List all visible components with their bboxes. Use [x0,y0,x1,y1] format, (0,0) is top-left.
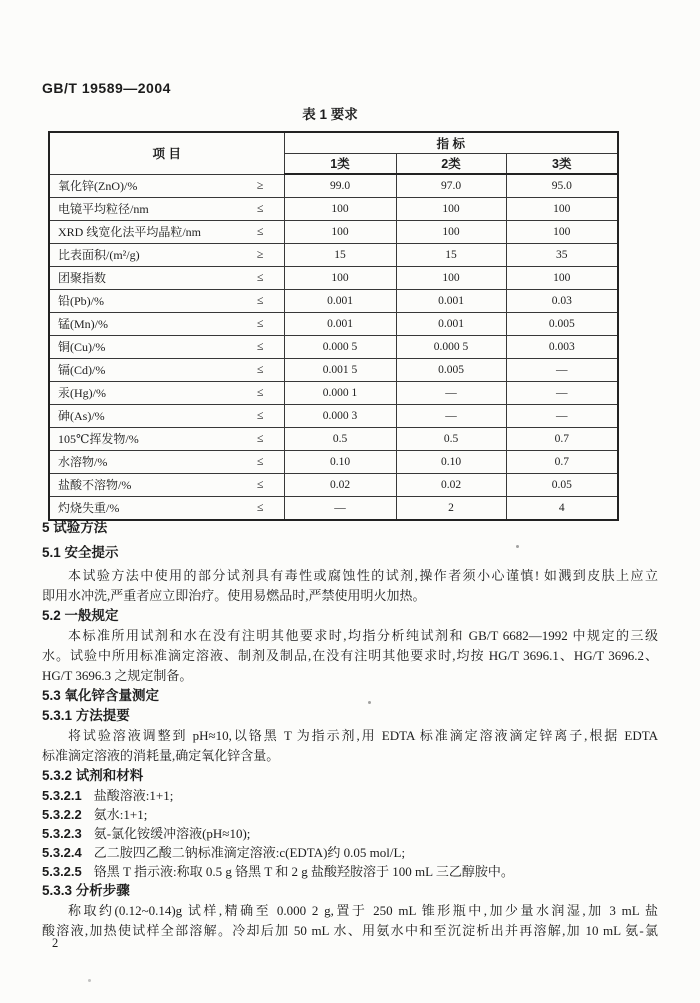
clause-number: 5.3.2.1 [42,788,82,803]
spec-item-name: 镉(Cd)/% [58,363,106,377]
spec-value-class3: 35 [506,243,618,266]
spec-value-class1: 0.001 [284,312,396,335]
spec-item-name: 锰(Mn)/% [58,317,108,331]
spec-operator: ≤ [256,408,264,422]
table-row [49,266,618,289]
spec-value-class1: 0.001 5 [284,358,396,381]
spec-value-class2: 0.10 [396,450,506,473]
spec-value-class1: 0.000 1 [284,381,396,404]
spec-value-class2: 97.0 [396,174,506,197]
table-row [49,243,618,266]
spec-item-cell [49,404,284,427]
spec-value-class3: 0.7 [506,450,618,473]
spec-item-cell [49,174,284,197]
clause-text: 氨水:1+1; [93,807,148,822]
spec-item-name: 比表面积/(m²/g) [58,248,140,262]
clause-text: 盐酸溶液:1+1; [93,788,174,803]
spec-value-class1: 0.02 [284,473,396,496]
table-row [49,335,618,358]
table-row [49,174,618,197]
spec-item-name: 砷(As)/% [58,409,105,423]
spec-value-class1: 0.001 [284,289,396,312]
spec-value-class1: 99.0 [284,174,396,197]
spec-operator: ≤ [256,500,264,514]
spec-value-class1: 0.10 [284,450,396,473]
clause-text: 氨-氯化铵缓冲溶液(pH≈10); [93,826,251,841]
spec-operator: ≤ [256,224,264,238]
spec-value-class2: 0.02 [396,473,506,496]
spec-value-class1: 100 [284,266,396,289]
table-row [49,427,618,450]
spec-value-class2: 0.5 [396,427,506,450]
clause-5-3-2-5 [42,862,658,881]
spec-value-class3: 100 [506,220,618,243]
table-row [49,496,618,520]
page-number: 2 [52,936,59,950]
spec-item-name: 灼烧失重/% [58,501,120,515]
section-5-heading: 5 试验方法 [42,520,108,535]
clause-number: 5.3.2.4 [42,845,82,860]
spec-operator: ≤ [256,339,264,353]
spec-value-class3: 100 [506,197,618,220]
table-row [49,381,618,404]
spec-item-cell [49,197,284,220]
spec-item-cell [49,381,284,404]
section-5-3-3-heading: 5.3.3 分析步骤 [42,883,130,898]
spec-item-cell [49,243,284,266]
spec-value-class3: 0.03 [506,289,618,312]
spec-operator: ≤ [256,454,264,468]
paragraph-line: 将试验溶液调整到 pH≈10,以铬黑 T 为指示剂,用 EDTA 标准滴定溶液滴定锌离子,根据 EDTA [68,728,658,743]
spec-item-name: 盐酸不溶物/% [58,478,132,492]
table-row [49,404,618,427]
column-header-indicator: 指 标 [284,132,618,153]
spec-item-cell [49,289,284,312]
spec-item-cell [49,450,284,473]
spec-value-class3: 95.0 [506,174,618,197]
standard-code: GB/T 19589—2004 [42,80,171,96]
spec-item-name: 铜(Cu)/% [58,340,106,354]
spec-value-class2: — [396,381,506,404]
spec-value-class2: 0.001 [396,312,506,335]
scan-speck [368,701,371,704]
paragraph-line: 本试验方法中使用的部分试剂具有毒性或腐蚀性的试剂,操作者须小心谨慎! 如溅到皮肤上应立 [68,568,658,583]
section-5-3-1-heading: 5.3.1 方法提要 [42,708,130,723]
column-header-class3: 3类 [506,153,618,174]
clause-number: 5.3.2.2 [42,807,82,822]
spec-value-class1: 0.000 3 [284,404,396,427]
table-row [49,197,618,220]
spec-operator: ≤ [256,477,264,491]
clause-5-3-2-3 [42,824,658,843]
table-row [49,473,618,496]
spec-value-class3: 0.005 [506,312,618,335]
spec-value-class2: 100 [396,197,506,220]
paragraph-line: 称取约(0.12~0.14)g 试样,精确至 0.000 2 g,置于 250 mL 锥形瓶中,加少量水润湿,加 3 mL 盐 [68,903,658,918]
spec-value-class3: 0.05 [506,473,618,496]
spec-value-class1: — [284,496,396,520]
clause-number: 5.3.2.5 [42,864,82,879]
spec-operator: ≥ [256,178,264,192]
spec-item-cell [49,496,284,520]
spec-operator: ≤ [256,270,264,284]
spec-item-cell [49,220,284,243]
table-row [49,220,618,243]
spec-value-class2: 100 [396,266,506,289]
spec-value-class2: — [396,404,506,427]
spec-item-name: 水溶物/% [58,455,108,469]
paragraph-line: HG/T 3696.3 之规定制备。 [42,668,193,683]
spec-value-class3: 100 [506,266,618,289]
spec-value-class1: 0.000 5 [284,335,396,358]
spec-value-class2: 100 [396,220,506,243]
spec-value-class2: 0.005 [396,358,506,381]
spec-value-class2: 0.000 5 [396,335,506,358]
scan-speck [516,545,519,548]
section-5-3-heading: 5.3 氧化锌含量测定 [42,688,160,703]
column-header-class1: 1类 [284,153,396,174]
table-row [49,289,618,312]
spec-value-class1: 100 [284,220,396,243]
spec-value-class2: 0.001 [396,289,506,312]
spec-operator: ≤ [256,293,264,307]
table-row [49,358,618,381]
spec-item-cell [49,473,284,496]
spec-value-class3: — [506,404,618,427]
spec-value-class3: — [506,358,618,381]
spec-operator: ≥ [256,247,264,261]
spec-value-class3: 0.003 [506,335,618,358]
section-5-2-heading: 5.2 一般规定 [42,608,119,623]
paragraph-line: 即用水冲洗,严重者应立即治疗。使用易燃品时,严禁使用明火加热。 [42,588,426,603]
clause-text: 铬黑 T 指示液:称取 0.5 g 铬黑 T 和 2 g 盐酸羟胺溶于 100 mL 三乙醇胺中。 [93,864,514,879]
spec-item-cell [49,312,284,335]
scan-speck [88,979,91,982]
spec-operator: ≤ [256,385,264,399]
table-title: 表 1 要求 [302,107,358,122]
clause-text: 乙二胺四乙酸二钠标准滴定溶液:c(EDTA)约 0.05 mol/L; [93,845,406,860]
paragraph-line: 酸溶液,加热使试样全部溶解。冷却后加 50 mL 水、用氨水中和至沉淀析出并再溶解,加 10 mL 氨-氯 [42,923,658,938]
spec-value-class2: 15 [396,243,506,266]
spec-value-class1: 15 [284,243,396,266]
clause-5-3-2-4 [42,843,658,862]
spec-value-class3: — [506,381,618,404]
section-5-1-heading: 5.1 安全提示 [42,545,119,560]
clause-5-3-2-1 [42,786,658,805]
spec-item-name: 团聚指数 [58,271,107,285]
spec-value-class3: 0.7 [506,427,618,450]
table-row [49,450,618,473]
column-header-class2: 2类 [396,153,506,174]
paragraph-line: 本标准所用试剂和水在没有注明其他要求时,均指分析纯试剂和 GB/T 6682—1992 中规定的三级 [68,628,658,643]
clause-number: 5.3.2.3 [42,826,82,841]
spec-item-name: 105℃挥发物/% [58,432,139,446]
spec-value-class2: 2 [396,496,506,520]
spec-value-class1: 100 [284,197,396,220]
requirements-table [48,131,619,521]
spec-item-cell [49,266,284,289]
spec-operator: ≤ [256,362,264,376]
spec-item-name: XRD 线宽化法平均晶粒/nm [58,225,202,239]
spec-item-name: 电镜平均粒径/nm [58,202,149,216]
column-header-item: 项 目 [49,132,284,174]
spec-value-class3: 4 [506,496,618,520]
spec-value-class1: 0.5 [284,427,396,450]
spec-item-name: 汞(Hg)/% [58,386,106,400]
spec-item-name: 氧化锌(ZnO)/% [58,179,138,193]
paragraph-line: 水。试验中所用标准滴定溶液、制剂及制品,在没有注明其他要求时,均按 HG/T 3696.1、HG/T 3696.2、 [42,648,658,663]
body-text [42,518,658,941]
section-5-3-2-heading: 5.3.2 试剂和材料 [42,768,144,783]
spec-item-cell [49,358,284,381]
table-header-row [49,132,618,153]
spec-item-cell [49,427,284,450]
clause-5-3-2-2 [42,805,658,824]
spec-item-cell [49,335,284,358]
spec-operator: ≤ [256,316,264,330]
table-row [49,312,618,335]
spec-item-name: 铅(Pb)/% [58,294,104,308]
spec-operator: ≤ [256,431,264,445]
spec-operator: ≤ [256,201,264,215]
paragraph-line: 标准滴定溶液的消耗量,确定氧化锌含量。 [42,748,280,763]
